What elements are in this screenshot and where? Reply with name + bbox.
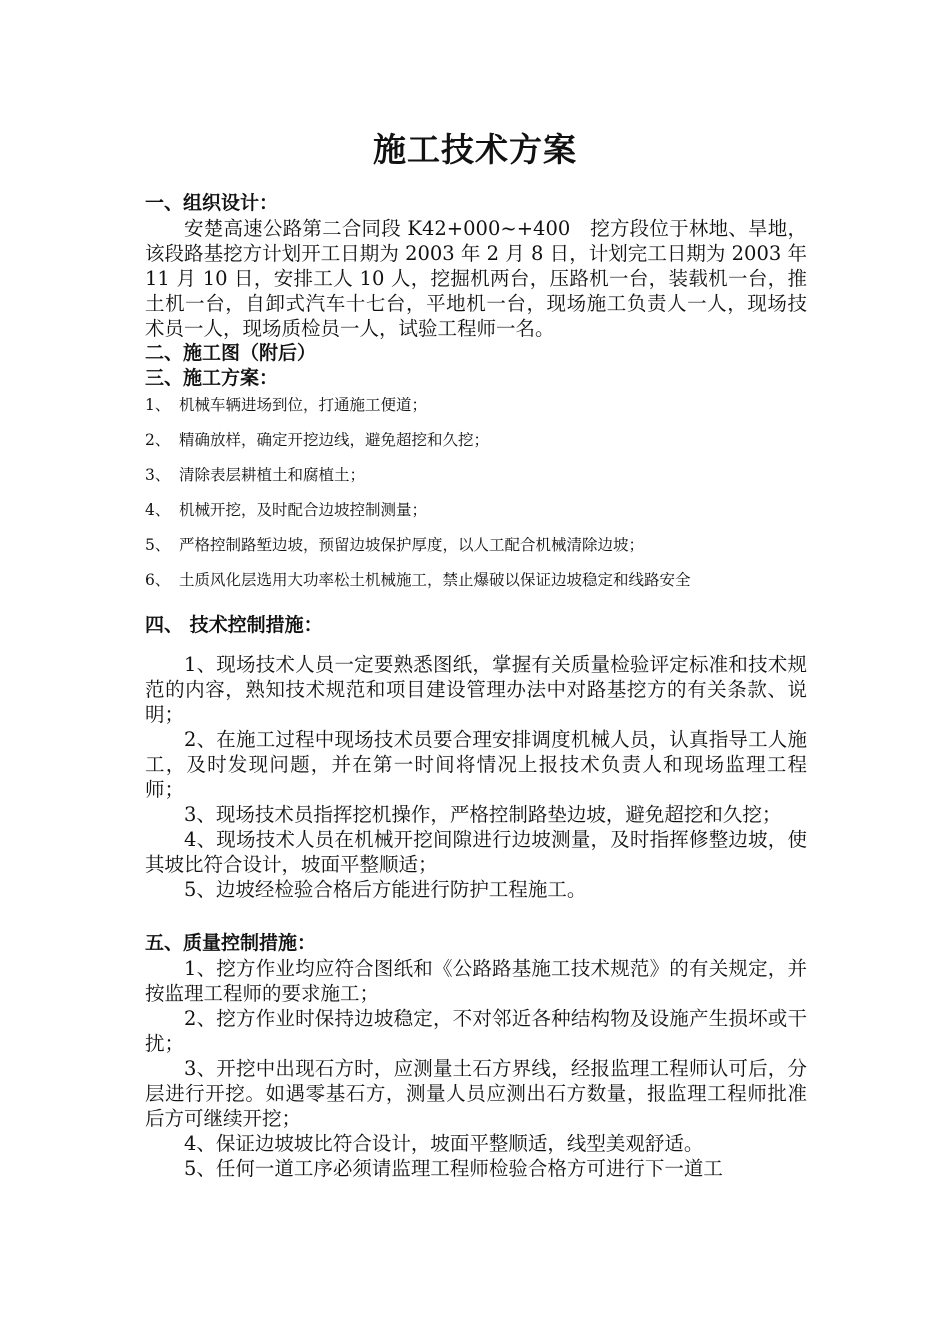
technical-control-item: 3、现场技术员指挥挖机操作，严格控制路垫边坡，避免超挖和久挖； [184,803,782,826]
step-text: 精确放样，确定开挖边线，避免超挖和久挖； [179,431,490,449]
step-number: 2、 [145,431,171,449]
technical-control-item: 5、边坡经检验合格后方能进行防护工程施工。 [184,878,587,901]
quality-control-item: 1、挖方作业均应符合图纸和《公路路基施工技术规范》的有关规定，并按监理工程师的要求施工； [145,957,807,1005]
step-number: 1、 [145,396,171,414]
quality-control-item: 2、挖方作业时保持边坡稳定，不对邻近各种结构物及设施产生损坏或干扰； [145,1007,807,1055]
quality-control-item: 4、保证边坡坡比符合设计，坡面平整顺适，线型美观舒适。 [184,1132,704,1155]
step-number: 3、 [145,466,171,484]
plan-step [145,430,807,451]
quality-control-item: 3、开挖中出现石方时，应测量土石方界线，经报监理工程师认可后，分层进行开挖。如遇零基石方，测量人员应测出石方数量，报监理工程师批准后方可继续开挖； [145,1057,807,1130]
section-heading-plan: 三、施工方案： [145,367,279,389]
technical-control-item: 1、现场技术人员一定要熟悉图纸，掌握有关质量检验评定标准和技术规范的内容，熟知技术规范和项目建设管理办法中对路基挖方的有关条款、说明； [145,653,807,726]
section-heading-organization: 一、组织设计： [145,192,279,214]
step-text: 清除表层耕植土和腐植土； [179,466,366,484]
plan-step [145,500,807,521]
step-number: 6、 [145,571,171,589]
organization-paragraph: 安楚高速公路第二合同段 K42+000~+400 挖方段位于林地、旱地，该段路基挖方计划开工日期为 2003 年 2 月 8 日，计划完工日期为 2003 年 11 月 10 日，安排工人 10 人，挖掘机两台，压路机一台，装载机一台，推土机一台，自卸式汽车十七台，平地机一台，现场施工负责人一人，现场技术员一人，现场质检员一人，试验工程师一名。 [145,217,807,340]
plan-step [145,535,807,556]
technical-control-item: 2、在施工过程中现场技术员要合理安排调度机械人员，认真指导工人施工，及时发现问题，并在第一时间将情况上报技术负责人和现场监理工程师； [145,728,807,801]
step-text: 机械开挖，及时配合边坡控制测量； [179,501,428,519]
quality-control-item: 5、任何一道工序必须请监理工程师检验合格方可进行下一道工 [184,1157,723,1180]
section-heading-quality-control: 五、质量控制措施： [145,932,317,954]
section-heading-technical-control: 四、 技术控制措施： [145,614,323,636]
plan-step [145,395,807,416]
plan-step [145,465,807,486]
step-text: 土质风化层选用大功率松土机械施工，禁止爆破以保证边坡稳定和线路安全 [179,571,691,589]
section-heading-drawing: 二、施工图（附后） [145,342,317,364]
step-number: 4、 [145,501,171,519]
document-body [145,191,807,1181]
technical-control-item: 4、现场技术人员在机械开挖间隙进行边坡测量，及时指挥修整边坡，使其坡比符合设计，坡面平整顺适； [145,828,807,876]
step-number: 5、 [145,536,171,554]
step-text: 机械车辆进场到位，打通施工便道； [179,396,428,414]
step-text: 严格控制路堑边坡，预留边坡保护厚度，以人工配合机械清除边坡； [179,536,645,554]
page-title: 施工技术方案 [373,130,577,169]
plan-step [145,570,807,591]
